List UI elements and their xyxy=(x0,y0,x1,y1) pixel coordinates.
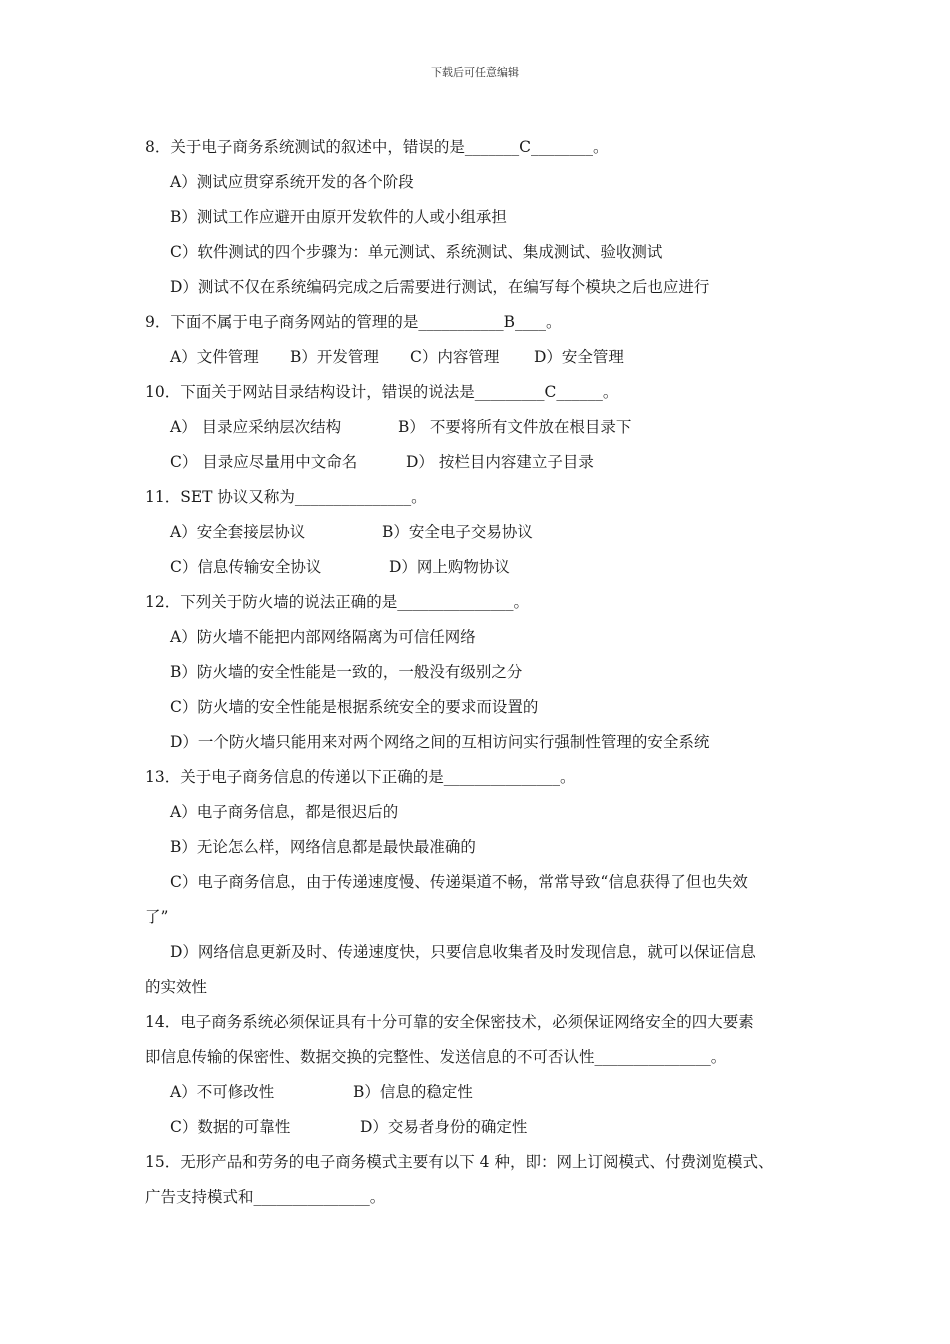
question-8-option-b: B）测试工作应避开由原开发软件的人或小组承担 xyxy=(170,208,507,226)
question-10-stem: 10．下面关于网站目录结构设计，错误的说法是_________C______。 xyxy=(145,383,619,401)
question-12-option-c: C）防火墙的安全性能是根据系统安全的要求而设置的 xyxy=(170,698,539,716)
page-header: 下载后可任意编辑 xyxy=(431,66,519,79)
question-8-option-a: A）测试应贯穿系统开发的各个阶段 xyxy=(170,173,414,191)
question-10-option-a: A） 目录应采纳层次结构 xyxy=(170,418,342,436)
question-9-stem: 9．下面不属于电子商务网站的管理的是___________B____。 xyxy=(145,313,562,331)
question-11-option-d: D）网上购物协议 xyxy=(389,558,510,576)
question-8-option-c: C）软件测试的四个步骤为：单元测试、系统测试、集成测试、验收测试 xyxy=(170,243,663,261)
question-11-options-cd xyxy=(145,550,810,585)
question-14-option-d: D）交易者身份的确定性 xyxy=(360,1118,528,1136)
question-12-option-d: D）一个防火墙只能用来对两个网络之间的互相访问实行强制性管理的安全系统 xyxy=(170,733,710,751)
question-14-stem-line1: 14．电子商务系统必须保证具有十分可靠的安全保密技术，必须保证网络安全的四大要素 xyxy=(145,1013,754,1031)
question-11-options-ab xyxy=(145,515,810,550)
question-11-stem: 11．SET 协议又称为_______________。 xyxy=(145,488,427,506)
question-10-option-d: D） 按栏目内容建立子目录 xyxy=(406,453,594,471)
question-13-option-d-line2: 的实效性 xyxy=(145,978,208,996)
question-9-option-b: B）开发管理 xyxy=(290,348,379,366)
question-9-option-a: A）文件管理 xyxy=(170,348,259,366)
question-13-stem: 13．关于电子商务信息的传递以下正确的是_______________。 xyxy=(145,768,576,786)
question-10-option-b: B） 不要将所有文件放在根目录下 xyxy=(398,418,632,436)
question-10-options-cd xyxy=(145,445,810,480)
question-13-option-a: A）电子商务信息，都是很迟后的 xyxy=(170,803,399,821)
question-14-stem-line2: 即信息传输的保密性、数据交换的完整性、发送信息的不可否认性_______________。 xyxy=(145,1048,727,1066)
question-12-option-b: B）防火墙的安全性能是一致的，一般没有级别之分 xyxy=(170,663,523,681)
question-14-option-b: B）信息的稳定性 xyxy=(353,1083,473,1101)
question-13-option-d-line1: D）网络信息更新及时、传递速度快，只要信息收集者及时发现信息，就可以保证信息 xyxy=(170,943,756,961)
question-9-option-c: C）内容管理 xyxy=(410,348,500,366)
question-8-stem: 8．关于电子商务系统测试的叙述中，错误的是_______C________。 xyxy=(145,138,609,156)
question-14-option-c: C）数据的可靠性 xyxy=(170,1118,291,1136)
question-9-options xyxy=(145,340,810,375)
question-11-option-a: A）安全套接层协议 xyxy=(170,523,306,541)
question-10-options-ab xyxy=(145,410,810,445)
question-10-option-c: C） 目录应尽量用中文命名 xyxy=(170,453,358,471)
question-13-option-c-line2: 了” xyxy=(145,908,169,926)
question-15-stem-line2: 广告支持模式和_______________。 xyxy=(145,1188,386,1206)
question-13-option-b: B）无论怎么样，网络信息都是最快最准确的 xyxy=(170,838,476,856)
question-15-stem-line1: 15．无形产品和劳务的电子商务模式主要有以下 4 种，即：网上订阅模式、付费浏览模式、 xyxy=(145,1153,774,1171)
question-9-option-d: D）安全管理 xyxy=(534,348,624,366)
question-11-option-b: B）安全电子交易协议 xyxy=(382,523,533,541)
question-14-options-cd xyxy=(145,1110,810,1145)
question-13-option-c-line1: C）电子商务信息，由于传递速度慢、传递渠道不畅，常常导致“信息获得了但也失效 xyxy=(170,873,748,891)
question-14-option-a: A）不可修改性 xyxy=(170,1083,275,1101)
question-12-option-a: A）防火墙不能把内部网络隔离为可信任网络 xyxy=(170,628,476,646)
question-12-stem: 12．下列关于防火墙的说法正确的是_______________。 xyxy=(145,593,529,611)
question-14-options-ab xyxy=(145,1075,810,1110)
question-11-option-c: C）信息传输安全协议 xyxy=(170,558,322,576)
document-body xyxy=(145,130,810,1215)
question-8-option-d: D）测试不仅在系统编码完成之后需要进行测试，在编写每个模块之后也应进行 xyxy=(170,278,710,296)
